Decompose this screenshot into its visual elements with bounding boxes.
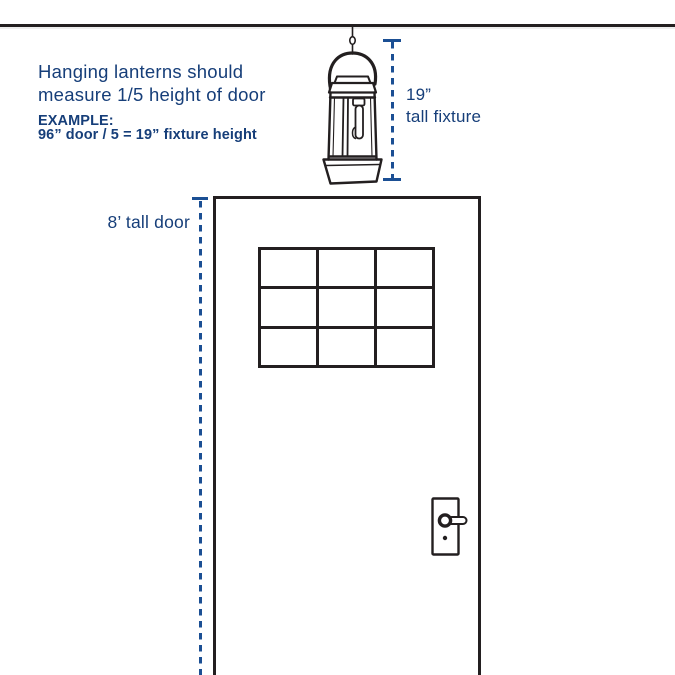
window-pane (377, 329, 432, 365)
headline-line-1: Hanging lanterns should (38, 61, 244, 82)
example-formula: 96” door / 5 = 19” fixture height (38, 127, 257, 144)
door-handle-icon (429, 495, 473, 559)
fixture-height-annotation (406, 84, 481, 127)
fixture-height-dashed-line (391, 42, 394, 178)
door-dash-cap-top (192, 197, 208, 200)
window-pane (377, 289, 432, 325)
fixture-height-label: tall fixture (406, 106, 482, 126)
window-pane (377, 250, 432, 286)
example-label: EXAMPLE: (38, 113, 114, 129)
hanging-lantern-icon (322, 24, 390, 188)
door-height-dashed-line (199, 201, 202, 675)
example-block (38, 114, 257, 143)
window-pane (319, 289, 374, 325)
headline (38, 60, 266, 106)
fixture-height-value: 19” (406, 85, 432, 104)
window-pane (319, 329, 374, 365)
door-window-grid (258, 247, 435, 368)
window-pane (319, 250, 374, 286)
fixture-dash-cap-bottom (383, 178, 401, 181)
window-pane (261, 329, 316, 365)
headline-line-2: measure 1/5 height of door (38, 84, 266, 105)
door-height-label: 8’ tall door (107, 212, 190, 232)
window-pane (261, 250, 316, 286)
window-pane (261, 289, 316, 325)
